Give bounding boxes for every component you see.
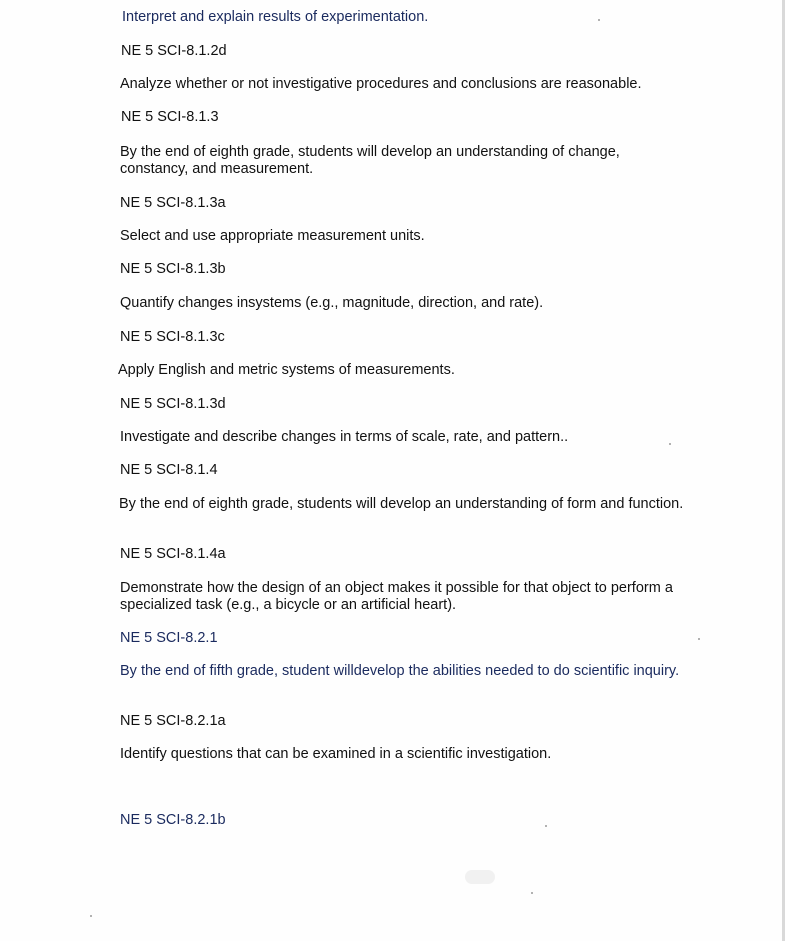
standard-code: NE 5 SCI-8.2.1 [120, 630, 218, 646]
scan-speck [531, 892, 533, 894]
scan-speck [669, 443, 671, 445]
standard-code: NE 5 SCI-8.2.1a [120, 713, 226, 729]
standard-code: NE 5 SCI-8.1.3a [120, 195, 226, 211]
objective-text: Analyze whether or not investigative procedures and conclusions are reasonable. [120, 76, 642, 92]
objective-text: Quantify changes insystems (e.g., magnitude, direction, and rate). [120, 295, 544, 311]
scan-speck [545, 825, 547, 827]
standard-code: NE 5 SCI-8.1.3d [120, 396, 226, 412]
standard-code: NE 5 SCI-8.1.2d [121, 43, 227, 59]
standard-code: NE 5 SCI-8.1.3 [121, 109, 219, 125]
objective-text: Select and use appropriate measurement units. [120, 228, 425, 244]
standard-code: NE 5 SCI-8.2.1b [120, 812, 226, 828]
standard-code: NE 5 SCI-8.1.3b [120, 261, 226, 277]
objective-text: By the end of eighth grade, students will develop an understanding of change, constancy, and measurement. [120, 144, 620, 177]
scan-speck [698, 638, 700, 640]
objective-text: By the end of fifth grade, student willdevelop the abilities needed to do scientific inquiry. [120, 663, 680, 679]
scan-smudge [465, 870, 495, 884]
objective-text: Interpret and explain results of experimentation. [122, 9, 429, 25]
objective-text: Demonstrate how the design of an object makes it possible for that object to perform a specialized task (e.g., a bicycle or an artificial heart). [120, 580, 673, 613]
standard-code: NE 5 SCI-8.1.4 [120, 462, 218, 478]
standard-code: NE 5 SCI-8.1.4a [120, 546, 226, 562]
standard-code: NE 5 SCI-8.1.3c [120, 329, 225, 345]
objective-text: Apply English and metric systems of measurements. [118, 362, 455, 378]
objective-text: Investigate and describe changes in terms of scale, rate, and pattern.. [120, 429, 569, 445]
objective-text: By the end of eighth grade, students will develop an understanding of form and function. [119, 496, 684, 512]
scan-speck [598, 19, 600, 21]
scan-speck [90, 915, 92, 917]
objective-text: Identify questions that can be examined in a scientific investigation. [120, 746, 552, 762]
